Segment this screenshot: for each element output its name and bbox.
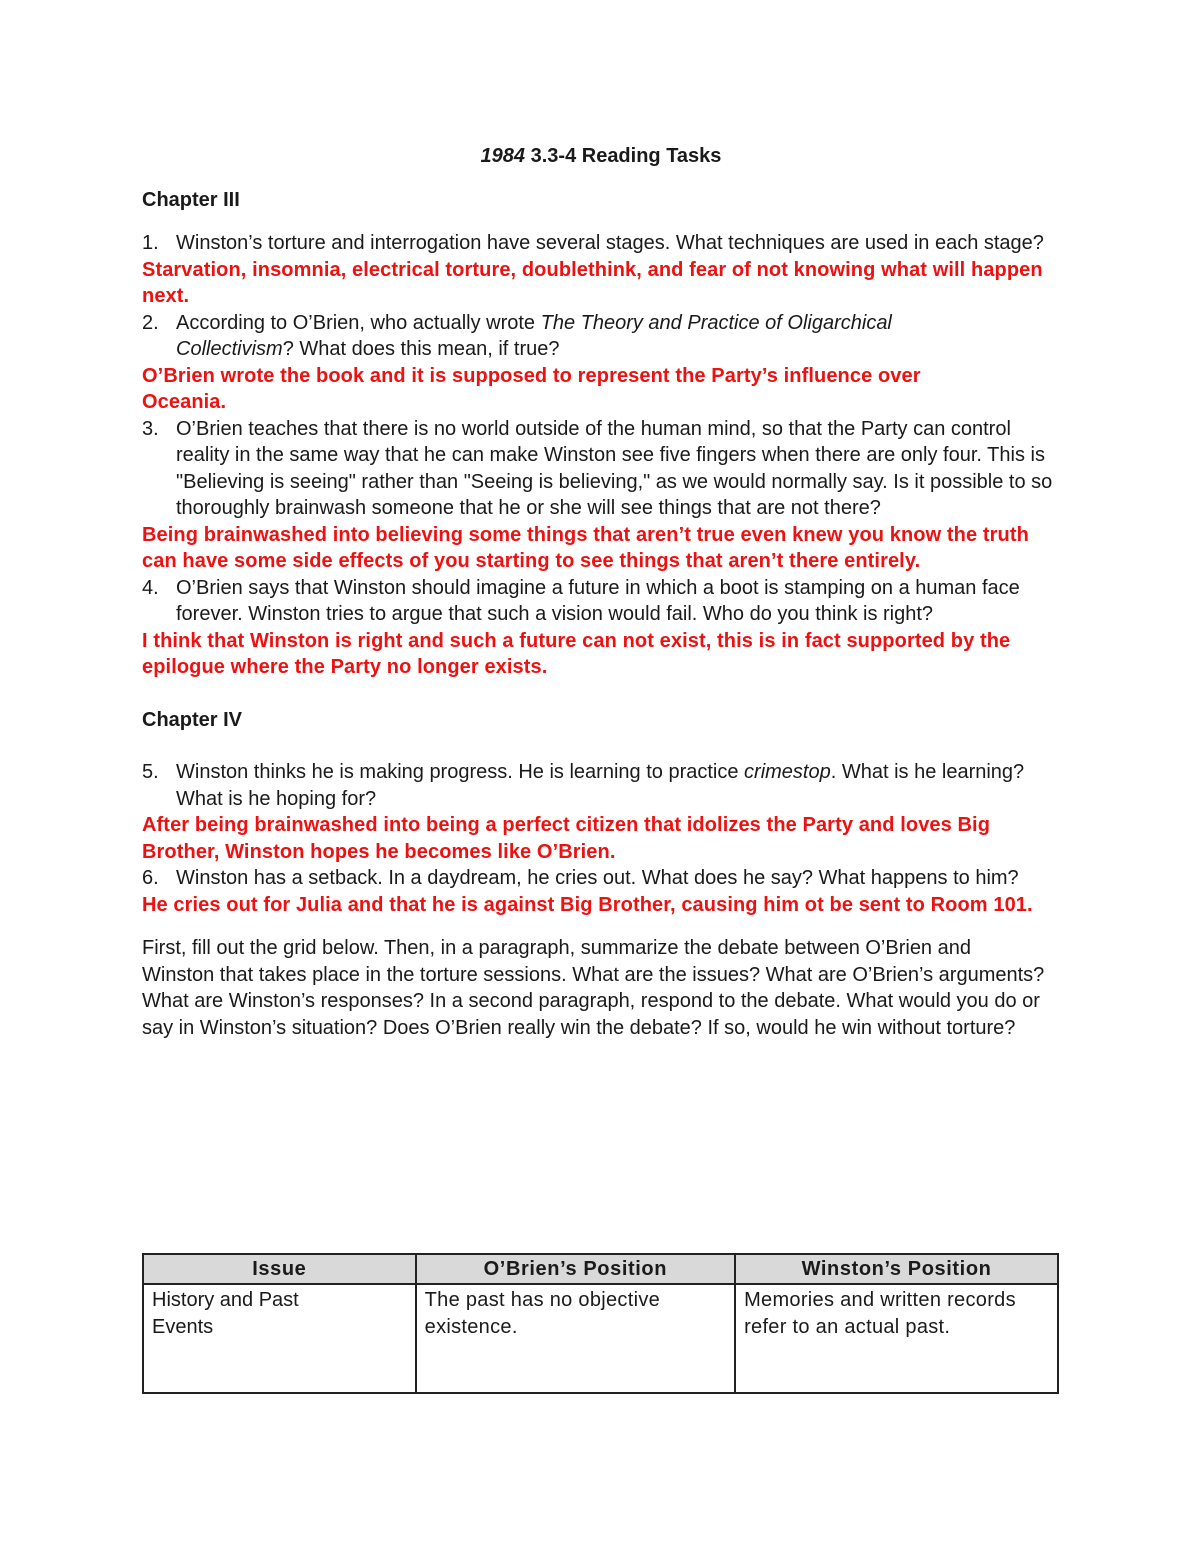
question-number: 6. — [142, 867, 159, 889]
question-4 — [142, 575, 1081, 628]
cell-text: Memories and written records refer to an actual past. — [744, 1289, 1016, 1338]
question-6 — [142, 865, 1071, 892]
answer-6: He cries out for Julia and that he is against Big Brother, causing him ot be sent to Room 101. — [142, 893, 1033, 916]
page-title — [142, 143, 1060, 170]
cell-text: The past has no objective existence. — [424, 1289, 661, 1338]
grid-cell-obrien — [416, 1284, 735, 1393]
question-5 — [142, 759, 1036, 812]
question-text-pre: Winston thinks he is making progress. He is learning to practice — [176, 761, 745, 783]
title-italic: 1984 — [480, 145, 526, 167]
question-text: Winston has a setback. In a daydream, he cries out. What does he say? What happens to him? — [176, 867, 1019, 889]
question-text-post: . What is he learning? What is he hoping for? — [176, 761, 1025, 810]
question-text: O’Brien says that Winston should imagine a future in which a boot is stamping on a human face forever. Winston tries to argue that such a vision would fail. Who do you think is right? — [176, 576, 1020, 625]
question-number: 2. — [142, 311, 159, 334]
cell-text: History and Past Events — [152, 1289, 299, 1338]
essay-prompt: First, fill out the grid below. Then, in a paragraph, summarize the debate between O’Brien and Winston that takes place in the torture sessions. What are the issues? What are O’Brien’s arguments? What are Winston’s responses? In a second paragraph, respond to the debate. What would you do or say in Winston’s situation? Does O’Brien really win the debate? If so, would he win without torture? — [142, 937, 1045, 1039]
question-text: Winston’s torture and interrogation have several stages. What techniques are used in each stage? — [176, 232, 1044, 254]
grid-header-obrien: O’Brien’s Position — [416, 1254, 735, 1284]
answer-5: After being brainwashed into being a perfect citizen that idolizes the Party and loves Big Brother, Winston hopes he becomes like O’Brien. — [142, 814, 991, 863]
chapter-3-heading: Chapter III — [142, 188, 240, 211]
question-2 — [142, 310, 976, 363]
grid-header-issue: Issue — [143, 1254, 416, 1284]
question-text: O’Brien teaches that there is no world outside of the human mind, so that the Party can control reality in the same way that he can make Winston see five fingers when there are only four. This is "Believing is seeing" rather than "Seeing is believing," as we would normally say. Is it possible to so thoroughly brainwash someone that he or she will see things that are not there? — [176, 417, 1053, 519]
answer-4: I think that Winston is right and such a future can not exist, this is in fact supported by the epilogue where the Party no longer exists. — [142, 629, 1011, 678]
answer-2: O’Brien wrote the book and it is supposed to represent the Party’s influence over Oceania. — [142, 364, 921, 413]
book-title: The Theory and Practice of Oligarchical Collectivism — [176, 311, 892, 360]
question-1 — [142, 230, 1060, 257]
title-rest: 3.3-4 Reading Tasks — [525, 145, 722, 167]
document-body — [142, 140, 1060, 1041]
question-3 — [142, 416, 1056, 522]
question-text-pre: According to O’Brien, who actually wrote — [176, 311, 541, 334]
question-number: 3. — [142, 417, 159, 440]
grid-cell-issue — [143, 1284, 416, 1393]
chapter-4-heading: Chapter IV — [142, 708, 243, 731]
answer-1: Starvation, insomnia, electrical torture, doublethink, and fear of not knowing what will happen next. — [142, 258, 1043, 307]
answer-3: Being brainwashed into believing some things that aren’t true even knew you know the truth can have some side effects of you starting to see things that aren’t there entirely. — [142, 523, 1029, 572]
table-row — [143, 1284, 1058, 1393]
crimestop-term: crimestop — [744, 761, 831, 783]
grid-header-winston: Winston’s Position — [735, 1254, 1058, 1284]
question-number: 1. — [142, 232, 159, 254]
question-number: 4. — [142, 576, 159, 599]
grid-header-row — [143, 1254, 1058, 1284]
grid-cell-winston — [735, 1284, 1058, 1393]
question-text-post: ? What does this mean, if true? — [282, 338, 560, 360]
question-number: 5. — [142, 761, 159, 783]
debate-grid — [142, 1253, 1059, 1394]
